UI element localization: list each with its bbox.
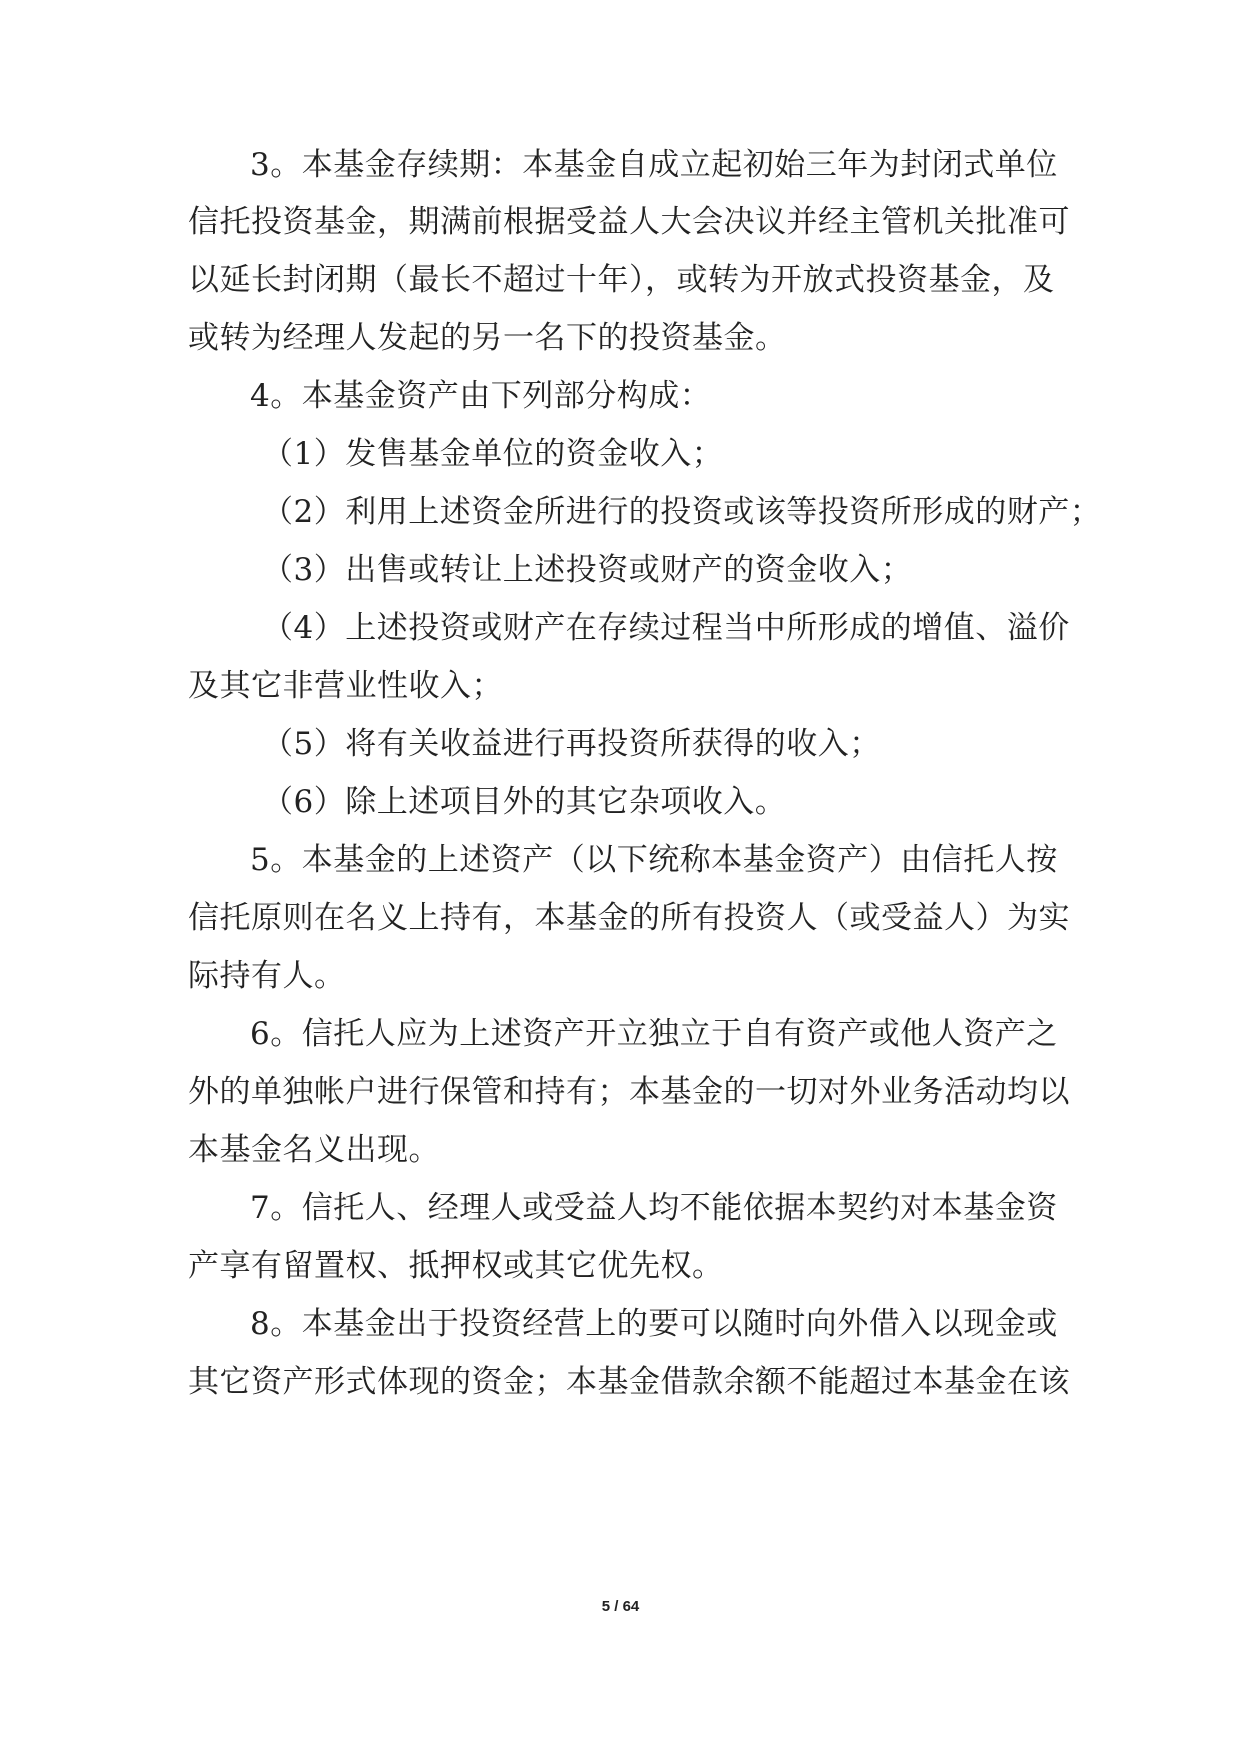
list-item-2: （2）利用上述资金所进行的投资或该等投资所形成的财产； [262,494,1102,530]
paragraph-8-line-2: 其它资产形式体现的资金；本基金借款余额不能超过本基金在该 [188,1364,1070,1400]
paragraph-3-line-4: 或转为经理人发起的另一名下的投资基金。 [188,320,787,356]
list-item-6: （6）除上述项目外的其它杂项收入。 [262,784,787,820]
list-item-5: （5）将有关收益进行再投资所获得的收入； [262,726,881,762]
list-item-4-line-1: （4）上述投资或财产在存续过程当中所形成的增值、溢价 [262,610,1070,646]
paragraph-5-line-3: 际持有人。 [188,958,346,994]
paragraph-6-line-1: 6。信托人应为上述资产开立独立于自有资产或他人资产之 [250,1016,1058,1052]
paragraph-5-line-1: 5。本基金的上述资产（以下统称本基金资产）由信托人按 [250,842,1058,878]
paragraph-3-line-1: 3。本基金存续期：本基金自成立起初始三年为封闭式单位 [250,147,1058,183]
paragraph-6-line-2: 外的单独帐户进行保管和持有；本基金的一切对外业务活动均以 [188,1074,1070,1110]
paragraph-5-line-2: 信托原则在名义上持有，本基金的所有投资人（或受益人）为实 [188,900,1070,936]
paragraph-7-line-1: 7。信托人、经理人或受益人均不能依据本契约对本基金资 [250,1190,1058,1226]
page-number: 5 / 64 [601,1598,640,1615]
paragraph-7-line-2: 产享有留置权、抵押权或其它优先权。 [188,1248,724,1284]
paragraph-8-line-1: 8。本基金出于投资经营上的要可以随时向外借入以现金或 [250,1306,1058,1342]
paragraph-3-line-3: 以延长封闭期（最长不超过十年），或转为开放式投资基金，及 [188,262,1055,298]
list-item-1: （1）发售基金单位的资金收入； [262,436,724,472]
list-item-4-line-2: 及其它非营业性收入； [188,668,503,704]
paragraph-4-line-1: 4。本基金资产由下列部分构成： [250,378,712,414]
list-item-3: （3）出售或转让上述投资或财产的资金收入； [262,552,913,588]
paragraph-6-line-3: 本基金名义出现。 [188,1132,440,1168]
paragraph-3-line-2: 信托投资基金，期满前根据受益人大会决议并经主管机关批准可 [188,204,1070,240]
